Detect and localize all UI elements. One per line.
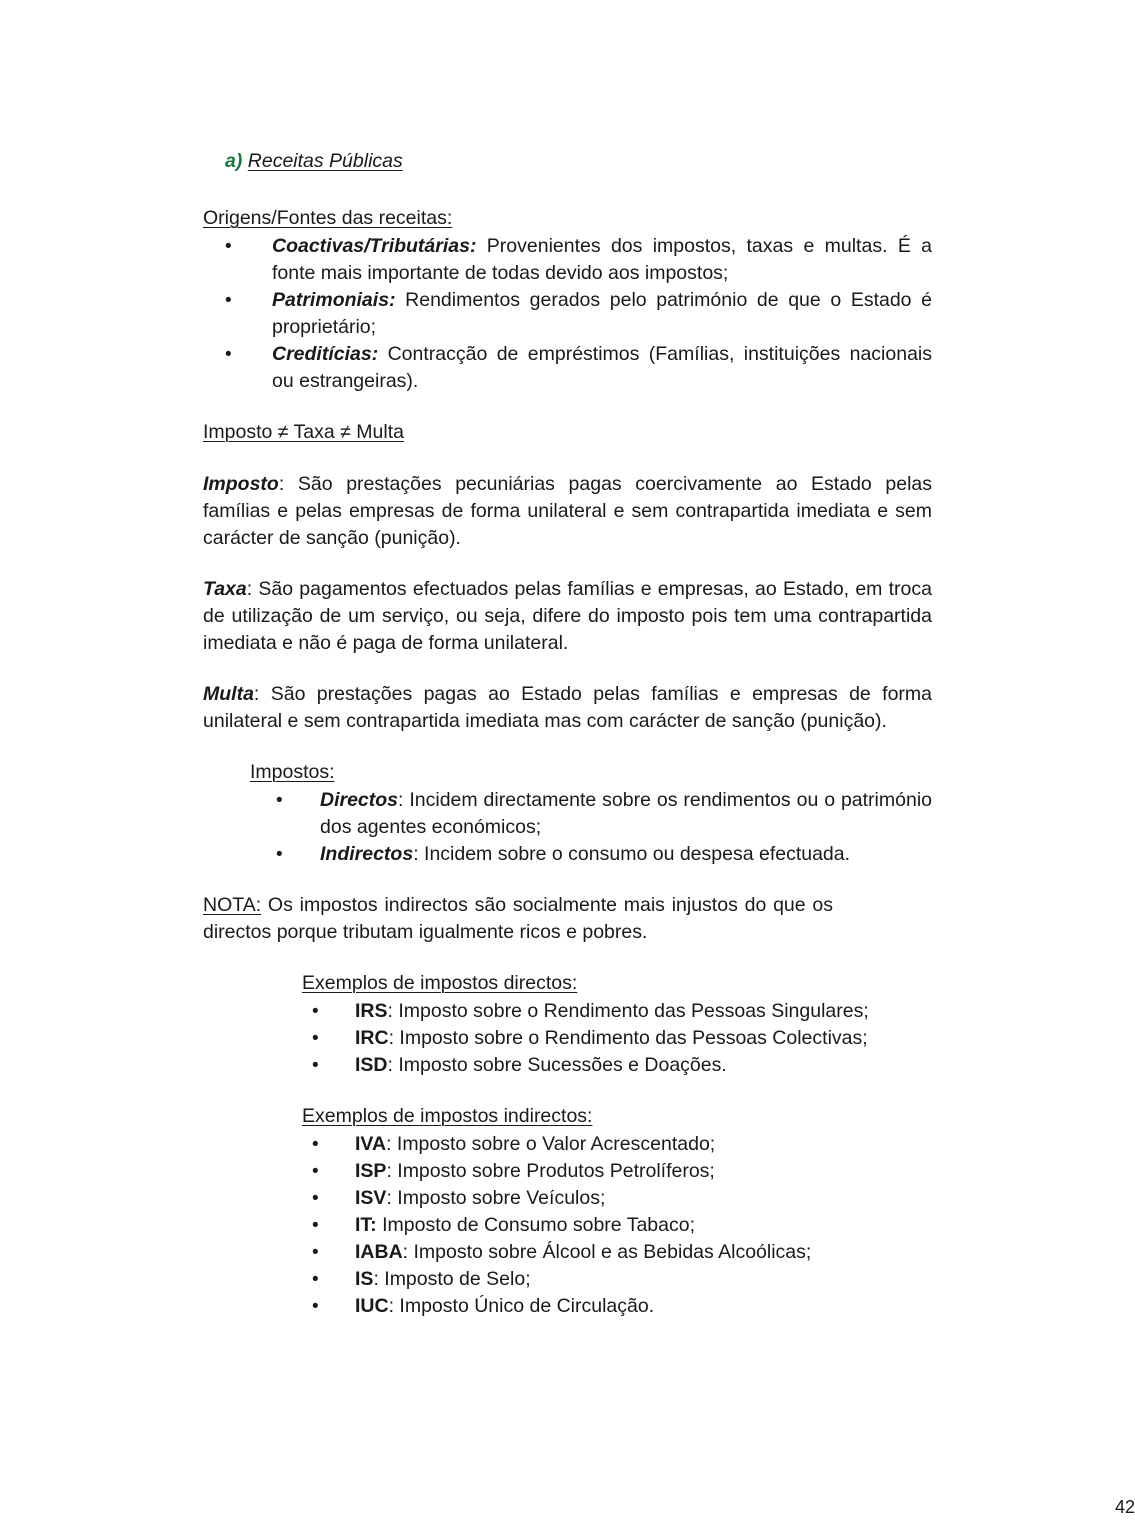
imposto-descricao: : Imposto sobre o Rendimento das Pessoas Colectivas; [388, 1027, 868, 1049]
section-marker: a) [225, 150, 243, 172]
spacer [203, 735, 932, 759]
list-item [335, 1052, 932, 1079]
page-content [203, 148, 1135, 1517]
imposto-sigla: IVA [355, 1133, 387, 1155]
comparativo-heading-line [203, 419, 932, 447]
impostos-tipos-list [300, 787, 932, 868]
list-item [300, 787, 932, 841]
list-item [335, 1025, 932, 1052]
tipo-text: : Incidem directamente sobre os rendimentos ou o património dos agentes económicos; [320, 789, 932, 838]
imposto-sigla: ISD [355, 1054, 388, 1076]
definition-term: Multa [203, 683, 254, 705]
imposto-sigla: IABA [355, 1241, 403, 1263]
origens-list [250, 233, 932, 395]
imposto-descricao: : Imposto sobre Sucessões e Doações. [387, 1054, 727, 1076]
list-item [335, 1131, 932, 1158]
origens-item-text: Rendimentos gerados pelo património de que o Estado é proprietário; [272, 289, 932, 338]
list-item [335, 1293, 932, 1320]
imposto-descricao: : Imposto sobre o Valor Acrescentado; [386, 1133, 716, 1155]
origens-heading-line [203, 205, 932, 233]
impostos-heading-line [250, 759, 932, 787]
tipo-lead: Indirectos [320, 843, 414, 865]
imposto-descricao: : Imposto Único de Circulação. [388, 1295, 655, 1317]
list-item [250, 287, 932, 341]
imposto-descricao: Imposto de Consumo sobre Tabaco; [376, 1214, 695, 1236]
origens-heading: Origens/Fontes das receitas: [203, 207, 453, 229]
exemplos-directos-heading-line [302, 970, 932, 998]
spacer [203, 868, 932, 892]
exemplos-directos-list [335, 998, 932, 1079]
imposto-sigla: IT: [355, 1214, 377, 1236]
page-number: 42 [1114, 1497, 1135, 1517]
imposto-sigla: IUC [355, 1295, 389, 1317]
spacer [203, 946, 932, 970]
imposto-sigla: IRS [355, 1000, 388, 1022]
nota-label: NOTA: [203, 894, 262, 916]
list-item [300, 841, 932, 868]
list-item [335, 1185, 932, 1212]
imposto-descricao: : Imposto de Selo; [373, 1268, 531, 1290]
list-item [335, 1239, 932, 1266]
exemplos-directos-heading: Exemplos de impostos directos: [302, 972, 578, 994]
spacer [203, 395, 932, 419]
exemplos-indirectos-heading-line [302, 1103, 932, 1131]
definition-imposto [203, 471, 932, 552]
definition-multa [203, 681, 932, 735]
list-item [335, 1212, 932, 1239]
imposto-descricao: : Imposto sobre Produtos Petrolíferos; [386, 1160, 715, 1182]
imposto-sigla: IS [355, 1268, 374, 1290]
origens-item-text: Provenientes dos impostos, taxas e multas. É a fonte mais importante de todas devido aos impostos; [272, 235, 932, 284]
tipo-text: : Incidem sobre o consumo ou despesa efectuada. [413, 843, 851, 865]
list-item [250, 341, 932, 395]
definition-term: Taxa [203, 578, 247, 600]
origens-item-lead: Coactivas/Tributárias: [272, 235, 477, 257]
imposto-sigla: ISP [355, 1160, 387, 1182]
spacer [203, 657, 932, 681]
origens-item-lead: Patrimoniais: [272, 289, 396, 311]
definition-text: : São prestações pecuniárias pagas coercivamente ao Estado pelas famílias e pelas empresas de forma unilateral e sem contrapartida imediata e sem carácter de sanção (punição). [203, 473, 932, 549]
exemplos-indirectos-heading: Exemplos de impostos indirectos: [302, 1105, 593, 1127]
impostos-heading: Impostos: [250, 761, 335, 783]
definition-taxa [203, 576, 932, 657]
tipo-lead: Directos [320, 789, 399, 811]
definition-term: Imposto [203, 473, 279, 495]
list-item [250, 233, 932, 287]
spacer [203, 1079, 932, 1103]
exemplos-indirectos-list [335, 1131, 932, 1320]
origens-item-text: Contracção de empréstimos (Famílias, instituições nacionais ou estrangeiras). [272, 343, 932, 392]
spacer [203, 175, 932, 205]
list-item [335, 998, 932, 1025]
imposto-descricao: : Imposto sobre o Rendimento das Pessoas Singulares; [387, 1000, 869, 1022]
definition-text: : São pagamentos efectuados pelas famílias e empresas, ao Estado, em troca de utilização de um serviço, ou seja, difere do imposto pois tem uma contrapartida imediata e não é paga de forma unilateral. [203, 578, 932, 654]
section-title: Receitas Públicas [247, 150, 403, 172]
nota-text: Os impostos indirectos são socialmente mais injustos do que os directos porque tributam igualmente ricos e pobres. [203, 894, 833, 943]
spacer [203, 552, 932, 576]
section-heading-a [225, 148, 932, 175]
list-item [335, 1158, 932, 1185]
spacer [203, 447, 932, 471]
imposto-sigla: IRC [355, 1027, 389, 1049]
imposto-sigla: ISV [355, 1187, 387, 1209]
definition-text: : São prestações pagas ao Estado pelas famílias e empresas de forma unilateral e sem contrapartida imediata mas com carácter de sanção (punição). [203, 683, 932, 732]
imposto-descricao: : Imposto sobre Álcool e as Bebidas Alcoólicas; [402, 1241, 812, 1263]
origens-item-lead: Creditícias: [272, 343, 379, 365]
list-item [335, 1266, 932, 1293]
comparativo-heading: Imposto ≠ Taxa ≠ Multa [203, 421, 404, 443]
nota-paragraph [203, 892, 833, 946]
imposto-descricao: : Imposto sobre Veículos; [386, 1187, 606, 1209]
